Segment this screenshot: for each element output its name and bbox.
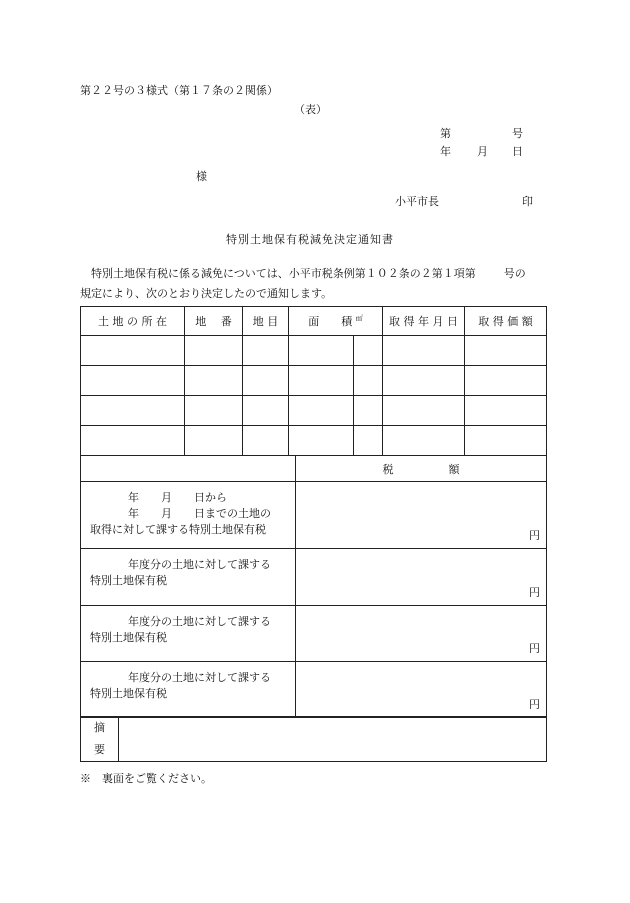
tax-row-fiscal-year (81, 662, 547, 718)
memo-label: 摘 要 (81, 717, 119, 762)
memo-table (80, 716, 547, 762)
tax-row-fiscal-year (81, 606, 547, 662)
tax-amount-cell: 円 (296, 549, 547, 606)
addressee-suffix: 様 (196, 170, 207, 183)
body-line-1-text: 特別土地保有税に係る減免については、小平市税条例第１０２条の２第１項第 (91, 267, 476, 280)
land-table-header (81, 307, 547, 336)
body-line-1 (80, 265, 526, 281)
tax-amount-cell: 円 (296, 606, 547, 662)
document-title: 特別土地保有税減免決定通知書 (226, 233, 394, 246)
table-row (81, 335, 547, 365)
tax-row-fiscal-label: 年度分の土地に対して課する 特別土地保有税 (81, 549, 296, 606)
date-month: 月 (477, 145, 488, 158)
col-location: 土 地 の 所 在 (81, 307, 185, 336)
tax-row-fiscal-label: 年度分の土地に対して課する 特別土地保有税 (81, 606, 296, 662)
number-prefix: 第 (440, 127, 451, 140)
tax-row-fiscal-year (81, 549, 547, 606)
col-acquisition-date: 取 得 年 月 日 (383, 307, 465, 336)
col-lot-number: 地 番 (185, 307, 243, 336)
date-day: 日 (512, 145, 523, 158)
tax-row-period (81, 482, 547, 549)
memo-field (119, 717, 547, 762)
tax-amount-header: 税 額 (296, 456, 547, 482)
tax-row-period-label: 年 月 日から 年 月 日までの土地の 取得に対して課する特別土地保有税 (81, 482, 296, 549)
footnote: ※ 裏面をご覧ください。 (80, 772, 212, 785)
seal-mark: 印 (522, 195, 533, 208)
issuer: 小平市長 (395, 195, 439, 208)
tax-row-fiscal-label: 年度分の土地に対して課する 特別土地保有税 (81, 662, 296, 718)
form-number: 第２２号の３様式（第１７条の２関係） (80, 84, 278, 97)
land-table (80, 306, 547, 456)
table-row (81, 395, 547, 425)
table-row (81, 425, 547, 455)
table-row (81, 365, 547, 395)
col-area: 面 積 ㎡ (289, 307, 383, 336)
tax-table (80, 455, 547, 718)
tax-amount-cell: 円 (296, 482, 547, 549)
tax-header-blank (81, 456, 296, 482)
body-line-1-end: 号の (503, 267, 526, 280)
side-label: （表） (294, 103, 327, 116)
body-line-2: 規定により、次のとおり決定したので通知します。 (80, 287, 333, 300)
area-unit: ㎡ (355, 314, 363, 323)
tax-amount-cell: 円 (296, 662, 547, 718)
number-suffix: 号 (512, 127, 523, 140)
date-year: 年 (440, 145, 451, 158)
col-land-category: 地 目 (243, 307, 289, 336)
col-acquisition-price: 取 得 価 額 (465, 307, 547, 336)
